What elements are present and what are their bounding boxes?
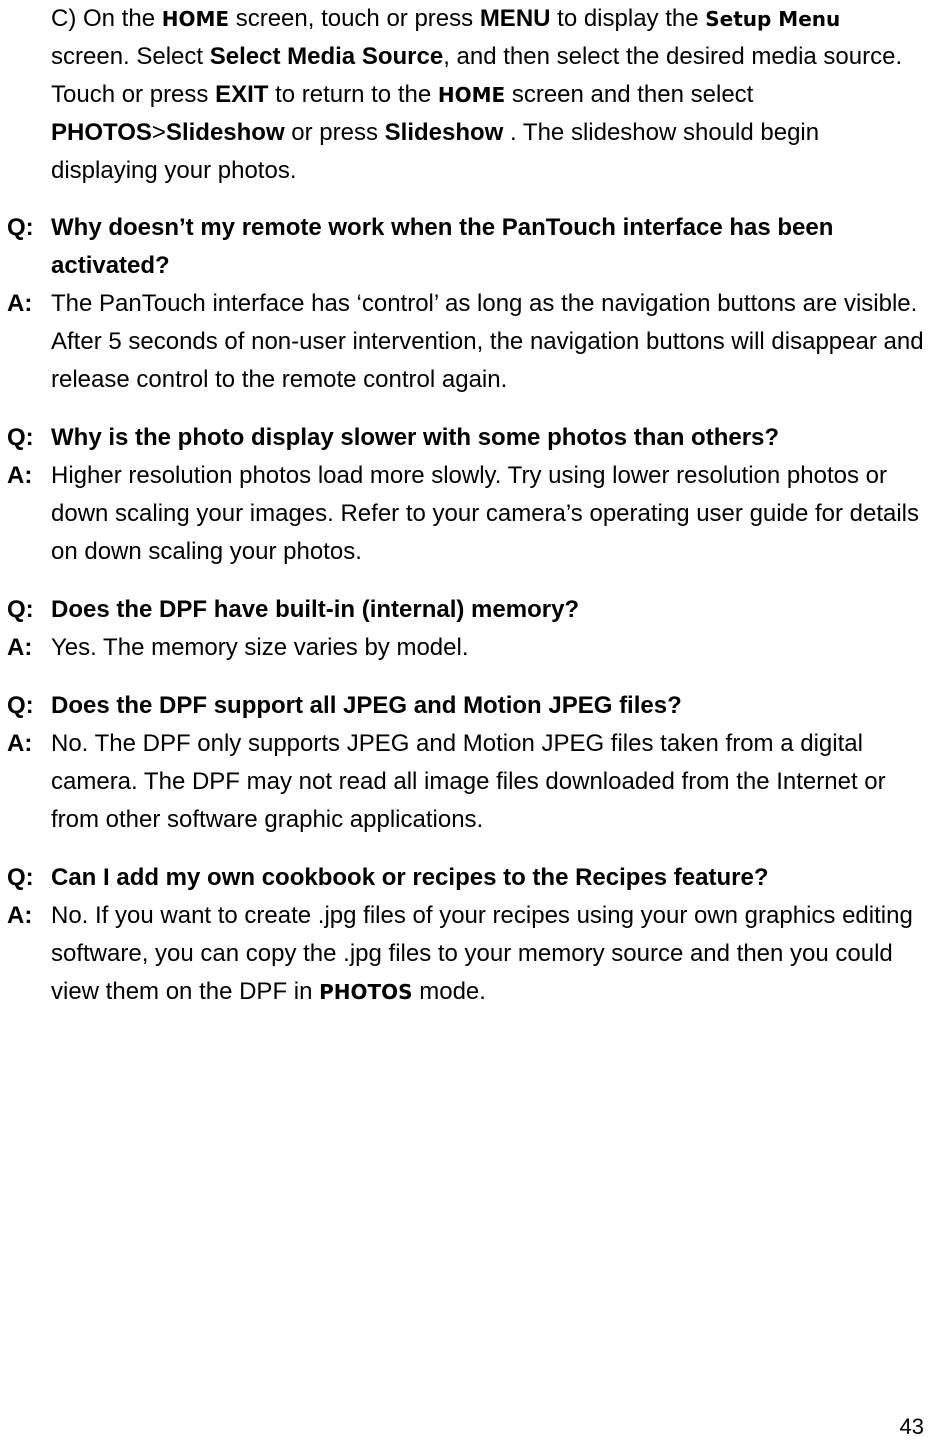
question-label: Q: [7, 596, 34, 623]
home-term-2: HOME [437, 83, 506, 107]
intro-prefix: C) On the [51, 5, 162, 32]
question-label: Q: [7, 214, 34, 241]
faq-list [0, 209, 934, 1011]
page-number: 43 [899, 1414, 924, 1439]
answer-text: No. The DPF only supports JPEG and Motion JPEG files taken from a digital camera. The DPF may not read all image files downloaded from the Internet or from other software graphic applications. [51, 730, 886, 833]
exit-term: EXIT [215, 81, 269, 108]
home-term: HOME [161, 7, 230, 31]
faq-answer-1 [0, 285, 934, 399]
intro-text-8: . The slideshow should begin displaying your photos. [51, 119, 820, 184]
path-separator: > [151, 119, 166, 146]
answer-label: A: [7, 902, 33, 929]
answer-text: Higher resolution photos load more slowly. Try using lower resolution photos or down scaling your images. Refer to your camera’s operating user guide for details on down scaling your photos. [51, 462, 920, 565]
menu-term: MENU [479, 5, 551, 32]
faq-answer-4 [0, 725, 934, 839]
photos-term: PHOTOS [51, 119, 152, 146]
slideshow-term: Slideshow [165, 119, 285, 146]
answer-text-suffix: mode. [412, 978, 486, 1005]
intro-text-4: , and then select the desired media source. Touch or press [51, 43, 903, 108]
slideshow-term-2: Slideshow [384, 119, 504, 146]
answer-label: A: [7, 634, 33, 661]
faq-question-2 [0, 419, 934, 457]
intro-text-2: to display the [550, 5, 706, 32]
faq-answer-3 [0, 629, 934, 667]
question-text: Does the DPF support all JPEG and Motion JPEG files? [51, 692, 682, 719]
answer-label: A: [7, 730, 33, 757]
answer-text: The PanTouch interface has ‘control’ as long as the navigation buttons are visible. After 5 seconds of non-user intervention, the navigation buttons will disappear and release control to the remote control again. [51, 290, 924, 393]
intro-text-6: screen and then select [505, 81, 754, 108]
question-label: Q: [7, 424, 34, 451]
answer-label: A: [7, 290, 33, 317]
faq-question-1 [0, 209, 934, 285]
question-label: Q: [7, 864, 34, 891]
answer-label: A: [7, 462, 33, 489]
photos-mode-term: PHOTOS [319, 980, 413, 1004]
answer-text [51, 902, 913, 1005]
answer-text-prefix: No. If you want to create .jpg files of your recipes using your own graphics editing software, you can copy the .jpg files to your memory source and then you could view them on the DPF in [51, 902, 913, 1005]
faq-question-5 [0, 859, 934, 897]
faq-spacer [0, 667, 934, 687]
question-text: Can I add my own cookbook or recipes to the Recipes feature? [51, 864, 769, 891]
intro-text-5: to return to the [268, 81, 438, 108]
faq-spacer [0, 571, 934, 591]
question-label: Q: [7, 692, 34, 719]
faq-spacer [0, 839, 934, 859]
intro-text-1: screen, touch or press [229, 5, 480, 32]
question-text: Why is the photo display slower with some photos than others? [51, 424, 780, 451]
select-media-source-term: Select Media Source [209, 43, 444, 70]
answer-text: Yes. The memory size varies by model. [51, 634, 469, 661]
faq-spacer [0, 399, 934, 419]
intro-text-7: or press [284, 119, 385, 146]
faq-answer-5 [0, 897, 934, 1011]
faq-question-4 [0, 687, 934, 725]
faq-question-3 [0, 591, 934, 629]
question-text: Does the DPF have built-in (internal) memory? [51, 596, 580, 623]
setup-menu-term: Setup Menu [705, 7, 841, 31]
intro-step-c [51, 0, 911, 190]
question-text: Why doesn’t my remote work when the PanTouch interface has been activated? [51, 214, 834, 279]
faq-answer-2 [0, 457, 934, 571]
intro-text-3: screen. Select [51, 43, 210, 70]
